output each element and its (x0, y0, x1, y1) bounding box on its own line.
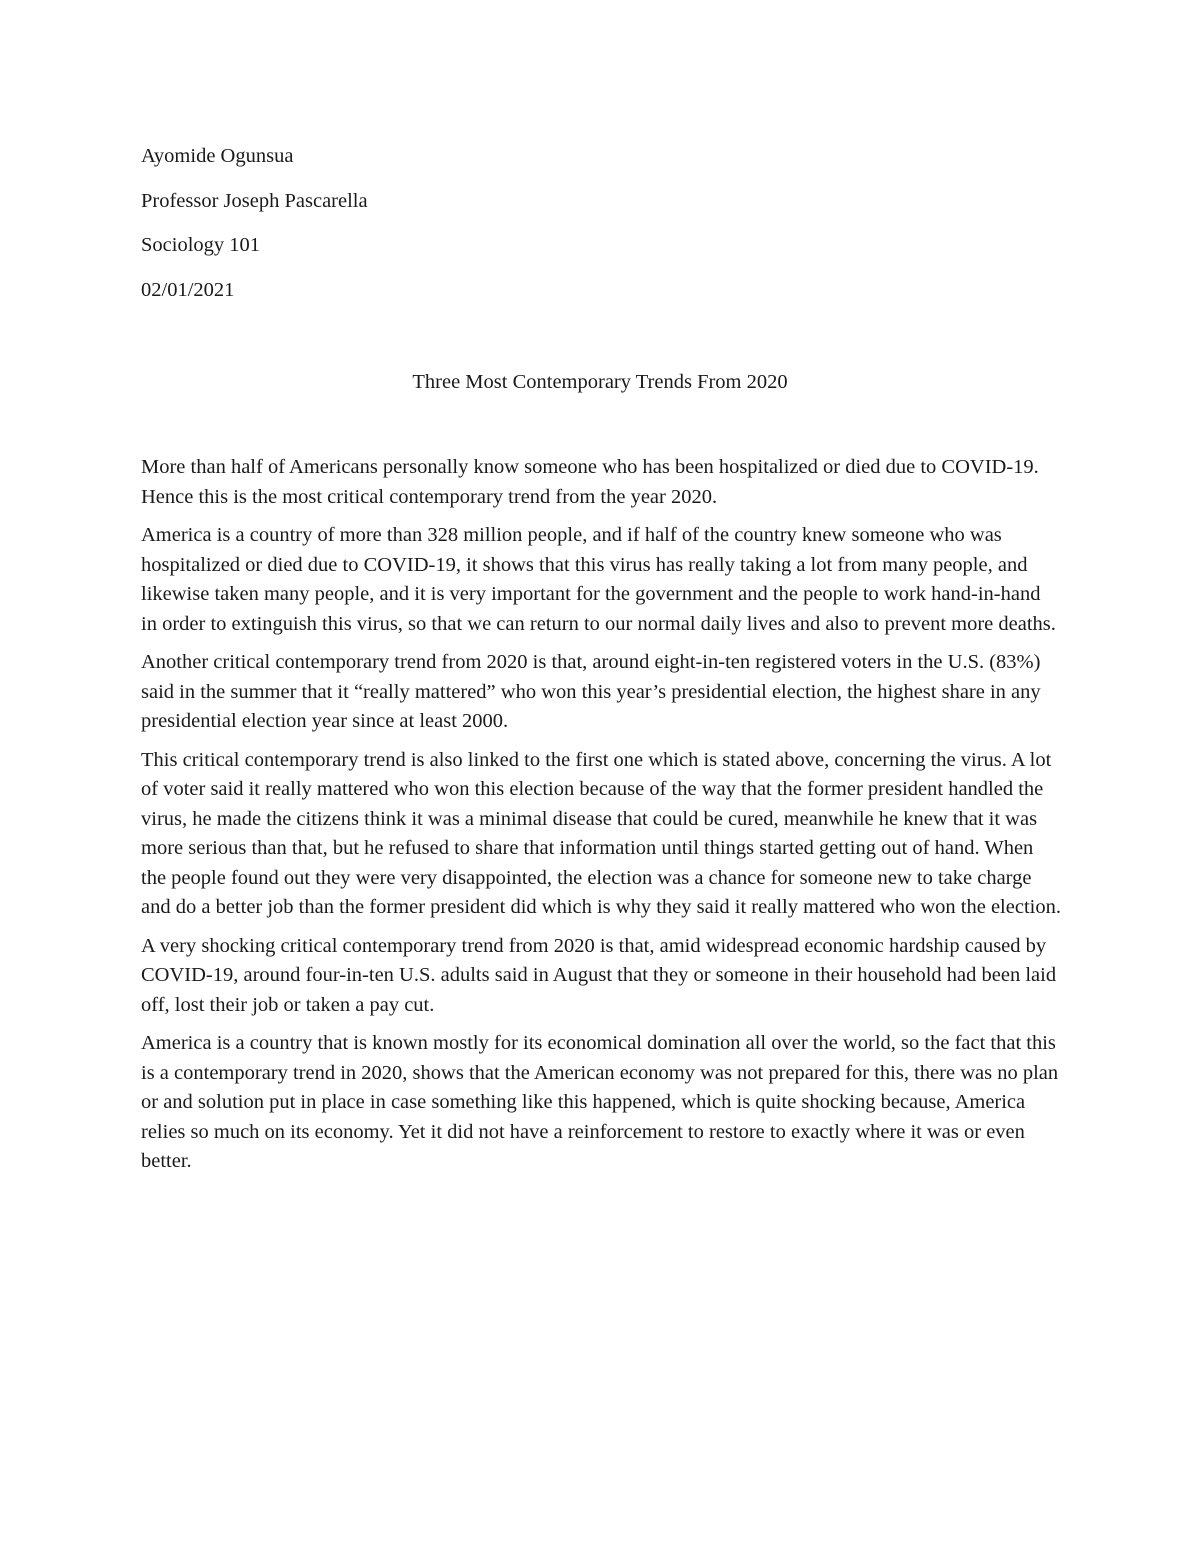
paragraph: America is a country that is known mostly for its economical domination all over the world, so the fact that this is a contemporary trend in 2020, shows that the American economy was not prepared for this, there was no plan or and solution put in place in case something like this happened, which is quite shocking because, America relies so much on its economy. Yet it did not have a reinforcement to restore to exactly where it was or even better. (141, 1032, 1059, 1172)
essay-header (141, 140, 1061, 318)
instructor-name: Professor Joseph Pascarella (141, 189, 368, 212)
essay-body (141, 453, 1061, 1186)
author-name: Ayomide Ogunsua (141, 145, 294, 167)
paragraph: A very shocking critical contemporary trend from 2020 is that, amid widespread economic hardship caused by COVID-19, around four-in-ten U.S. adults said in August that they or someone in their household had been laid off, lost their job or taken a pay cut. (141, 934, 1057, 1016)
paragraph: This critical contemporary trend is also linked to the first one which is stated above, concerning the virus. A lot of voter said it really mattered who won this election because of the way that the former president handled the virus, he made the citizens think it was a minimal disease that could be cured, meanwhile he knew that it was more serious than that, but he refused to share that information until things started getting out of hand. When the people found out they were very disappointed, the election was a chance for someone new to take charge and do a better job than the former president did which is why they said it really mattered who won the election. (141, 748, 1061, 918)
paragraph: Another critical contemporary trend from 2020 is that, around eight-in-ten registered voters in the U.S. (83%) said in the summer that it “really mattered” who won this year’s presidential election, the highest share in any presidential election year since at least 2000. (141, 651, 1041, 732)
paragraph: America is a country of more than 328 million people, and if half of the country knew someone who was hospitalized or died due to COVID-19, it shows that this virus has really taking a lot from many people, and likewise taken many people, and it is very important for the government and the people to work hand-in-hand in order to extinguish this virus, so that we can return to our normal daily lives and also to prevent more deaths. (141, 524, 1056, 635)
paragraph: More than half of Americans personally know someone who has been hospitalized or died due to COVID-19. Hence this is the most critical contemporary trend from the year 2020. (141, 456, 1039, 508)
essay-title: Three Most Contemporary Trends From 2020 (412, 371, 788, 393)
course-name: Sociology 101 (141, 234, 261, 256)
essay-date: 02/01/2021 (141, 278, 235, 301)
